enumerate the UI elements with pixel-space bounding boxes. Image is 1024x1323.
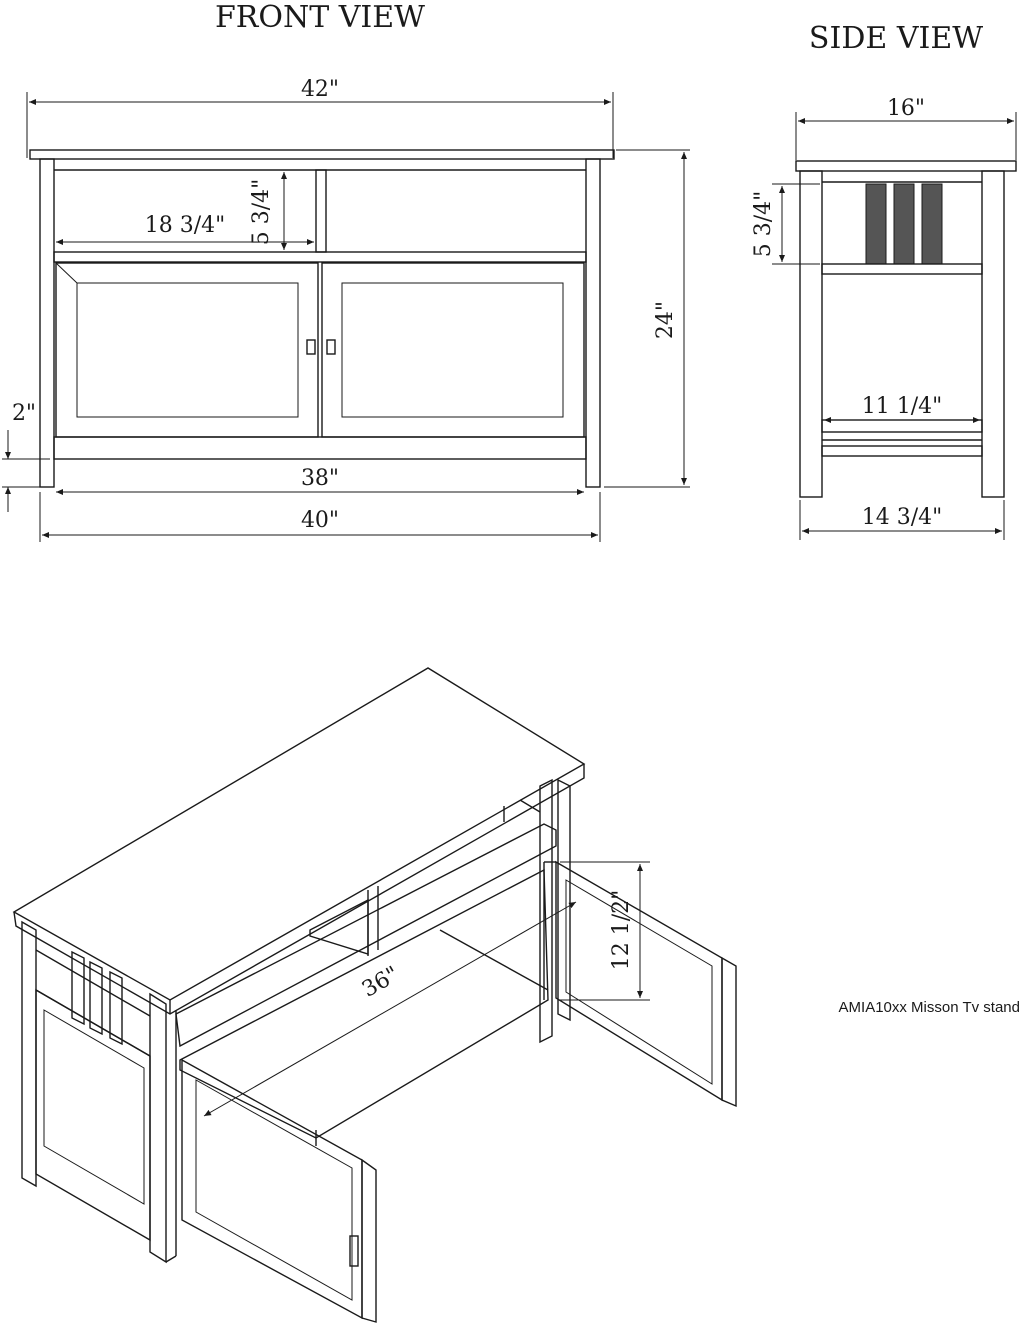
dimension-shelf-depth [824, 394, 980, 420]
dimension-slat-height [751, 184, 820, 264]
dimension-base-depth [800, 500, 1004, 540]
iso-left-open-door [182, 1060, 376, 1322]
overall-width-label: 42" [300, 77, 340, 102]
base-width-label: 40" [300, 508, 340, 533]
dimension-top-depth [796, 96, 1016, 160]
front-left-leg [40, 159, 54, 487]
inner-width-label: 38" [300, 466, 340, 491]
front-view [2, 0, 690, 542]
dimension-inner-width [56, 466, 584, 492]
dimension-overall-width [27, 77, 613, 158]
product-caption: AMIA10xx Misson Tv stand [838, 999, 1020, 1016]
shelf-width-label: 36" [357, 962, 404, 1003]
front-view-title: FRONT VIEW [214, 0, 426, 35]
front-center-divider [316, 170, 326, 252]
top-depth-label: 16" [886, 96, 926, 121]
front-left-door [56, 263, 318, 437]
side-bottom-rail [822, 446, 982, 456]
side-left-leg [800, 171, 822, 497]
leg-height-label: 2" [11, 401, 37, 426]
front-right-door [322, 263, 584, 437]
iso-door-handle [350, 1236, 358, 1266]
iso-front-right-leg [150, 994, 166, 1262]
dimension-height [604, 150, 690, 487]
iso-left-side-panel [36, 990, 150, 1240]
right-door-handle [327, 340, 335, 354]
side-right-leg [982, 171, 1004, 497]
side-top-board [796, 161, 1016, 171]
door-height-label: 12 1/2" [609, 889, 634, 971]
front-shelf [54, 252, 586, 262]
left-door-handle [307, 340, 315, 354]
side-bottom-shelf [822, 420, 982, 432]
side-view [751, 21, 1016, 540]
iso-back-leg [540, 780, 552, 1042]
slat-height-label: 5 3/4" [751, 190, 776, 258]
front-top-board [30, 150, 614, 159]
shelf-opening-height-label: 5 3/4" [249, 178, 274, 246]
side-slats [866, 184, 942, 264]
isometric-view [14, 668, 736, 1322]
base-depth-label: 14 3/4" [861, 505, 943, 530]
iso-side-slats [36, 950, 150, 1056]
side-shelf [822, 264, 982, 274]
height-label: 24" [653, 300, 678, 340]
side-view-title: SIDE VIEW [808, 21, 984, 56]
dimension-shelf-opening-height [249, 172, 284, 250]
front-right-leg [586, 159, 600, 487]
dimension-base-width [40, 492, 600, 542]
shelf-opening-width-label: 18 3/4" [144, 213, 226, 238]
dimension-shelf-opening-width [56, 213, 314, 242]
shelf-depth-label: 11 1/4" [861, 394, 943, 419]
iso-shelf [176, 824, 556, 1046]
dimension-leg-height [2, 401, 50, 512]
front-bottom-rail [54, 437, 586, 459]
dimension-door-height [560, 862, 650, 1000]
iso-left-front-leg [22, 922, 36, 1186]
